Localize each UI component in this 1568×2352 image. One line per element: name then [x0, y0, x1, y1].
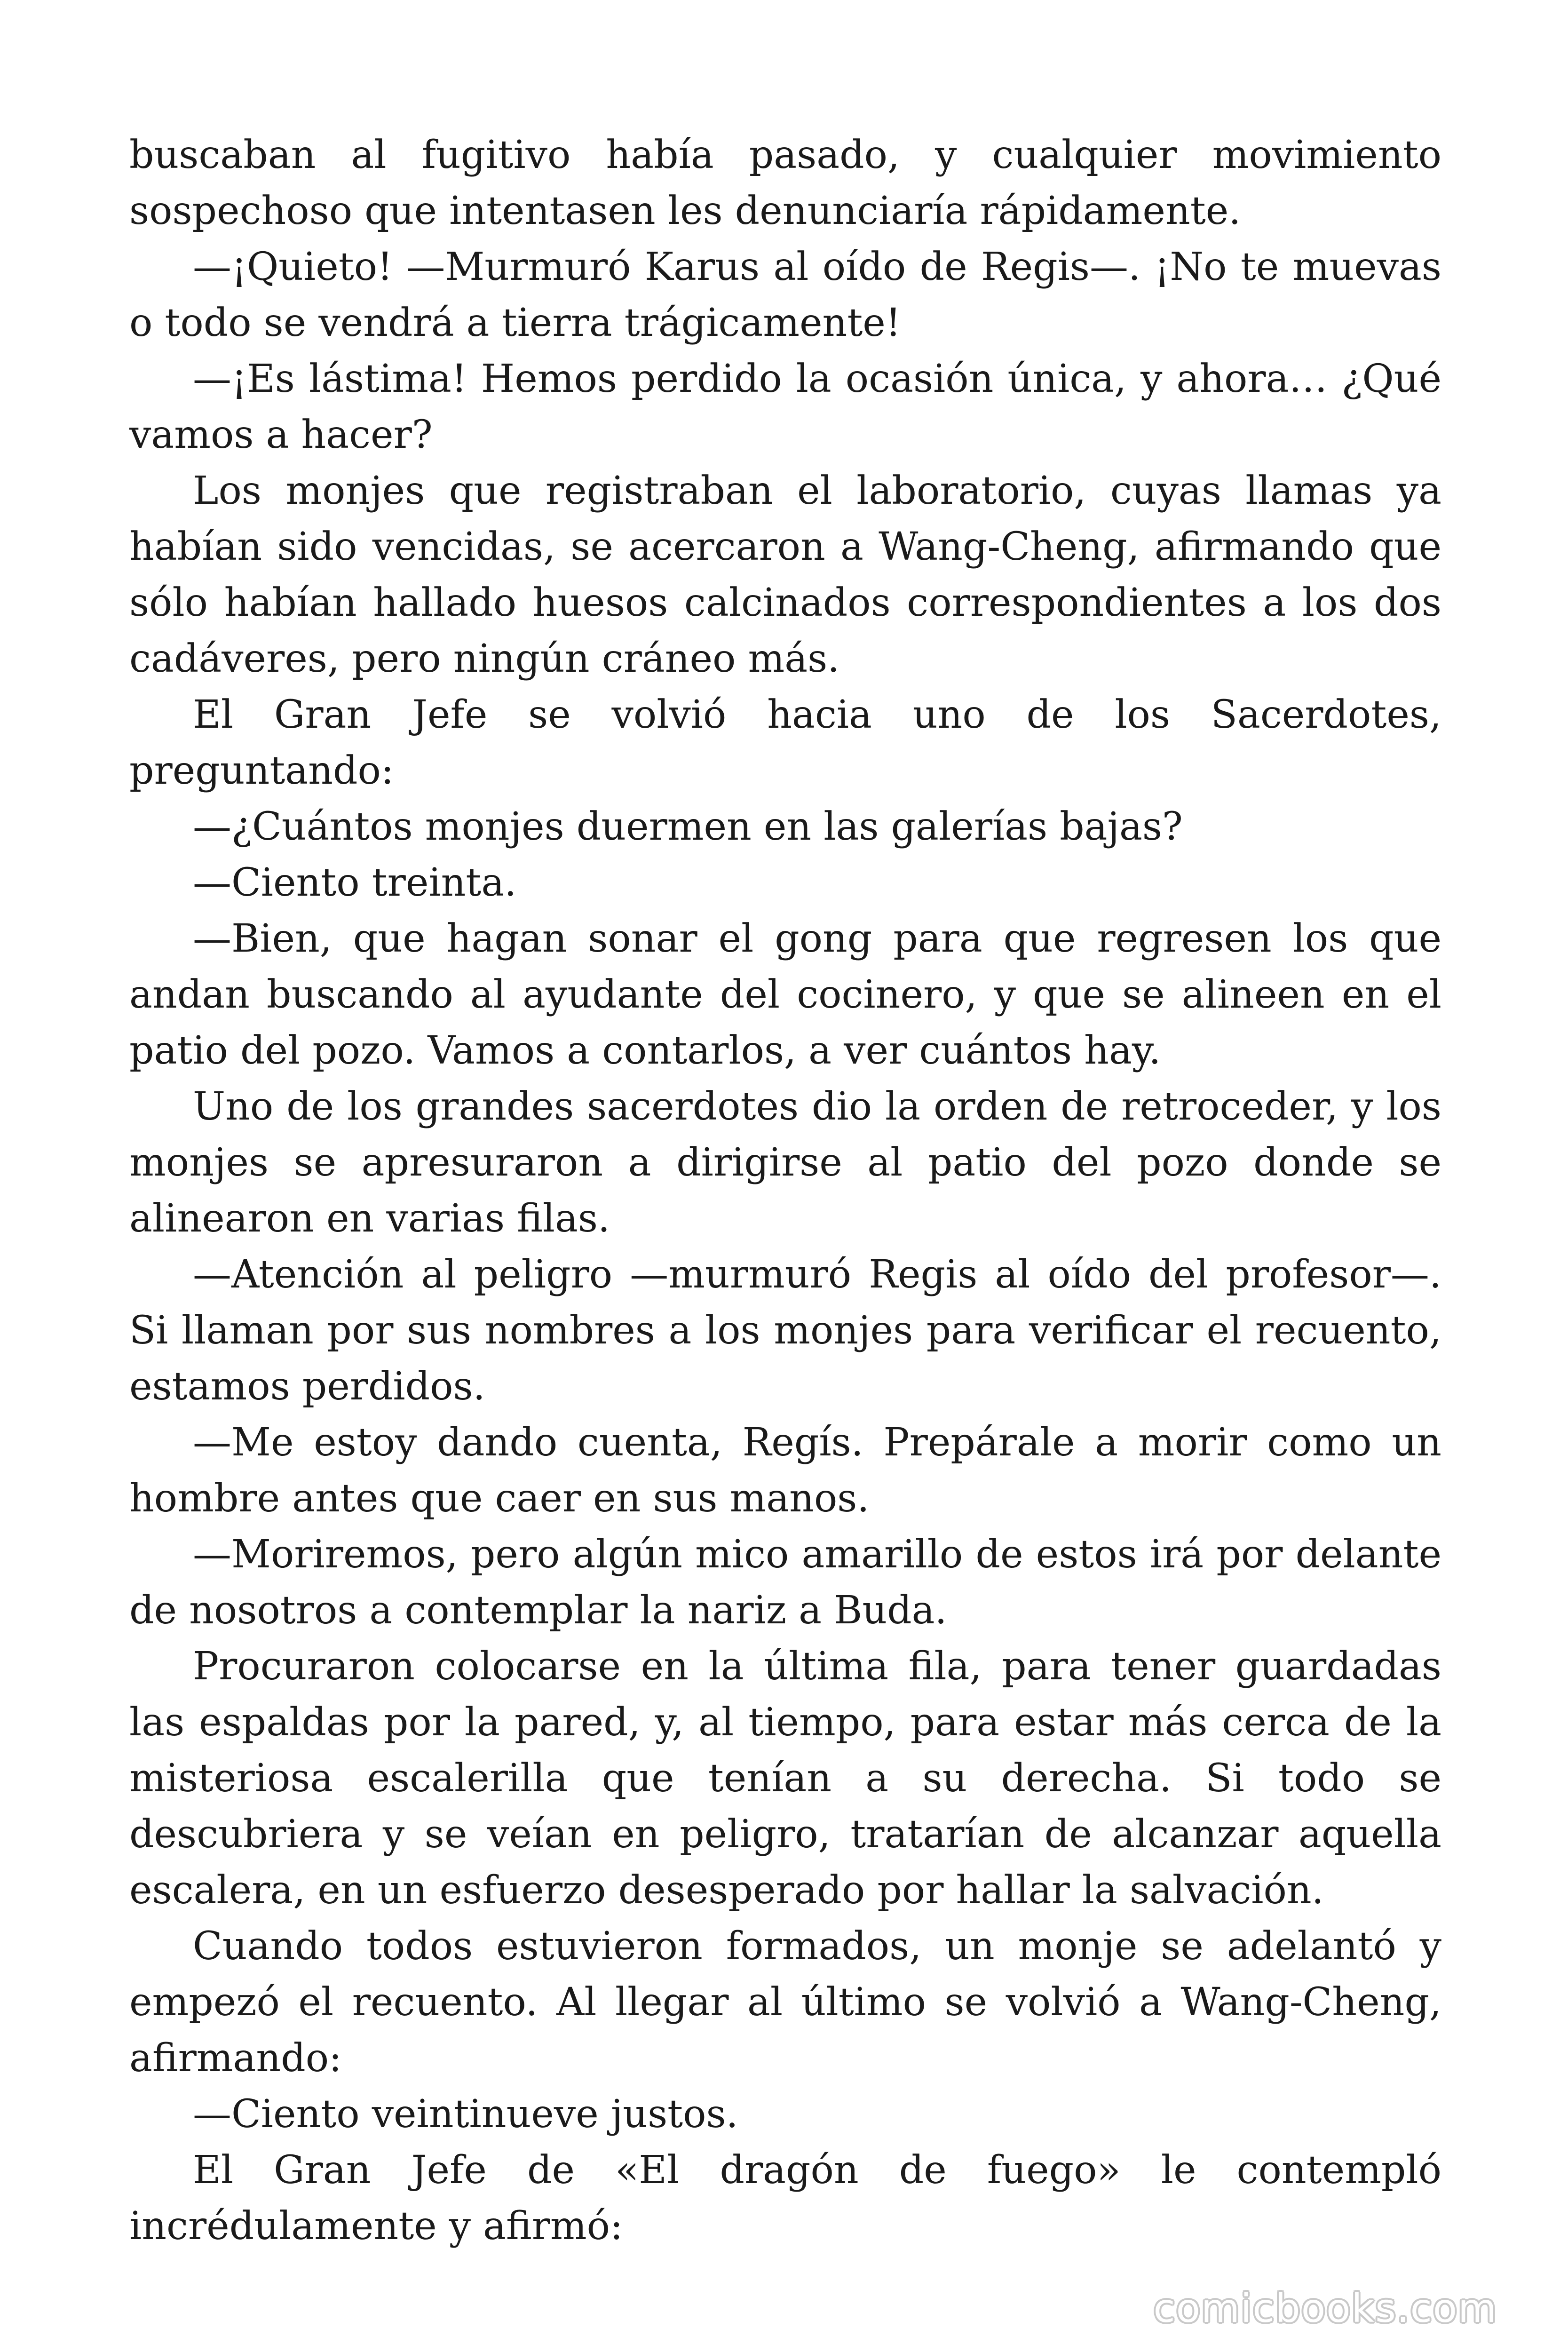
paragraph: Uno de los grandes sacerdotes dio la orden de retroceder, y los monjes se apresuraron a dirigirse al patio del pozo donde se alinearon en varias filas.: [129, 1084, 1441, 1241]
paragraph-dialogue: —Moriremos, pero algún mico amarillo de estos irá por delante de nosotros a contemplar la nariz a Buda.: [129, 1532, 1441, 1633]
paragraph-dialogue: —Me estoy dando cuenta, Regís. Prepárale a morir como un hombre antes que caer en sus manos.: [129, 1420, 1441, 1521]
paragraph-dialogue: —Ciento veintinueve justos.: [193, 2092, 738, 2137]
paragraph: Cuando todos estuvieron formados, un monje se adelantó y empezó el recuento. Al llegar al último se volvió a Wang-Cheng, afirmando:: [129, 1924, 1441, 2081]
paragraph-dialogue: —¡Quieto! —Murmuró Karus al oído de Regis—. ¡No te muevas o todo se vendrá a tierra trágicamente!: [129, 245, 1441, 345]
paragraph-dialogue: —Bien, que hagan sonar el gong para que regresen los que andan buscando al ayudante del cocinero, y que se alineen en el patio del pozo. Vamos a contarlos, a ver cuántos hay.: [129, 916, 1441, 1073]
watermark: comicbooks.com: [1153, 2285, 1497, 2331]
paragraph-dialogue: —¡Es lástima! Hemos perdido la ocasión única, y ahora… ¿Qué vamos a hacer?: [129, 357, 1441, 457]
paragraph: El Gran Jefe de «El dragón de fuego» le contempló incrédulamente y afirmó:: [129, 2148, 1441, 2249]
paragraph-dialogue: —Ciento treinta.: [193, 860, 517, 905]
paragraph-dialogue: —Atención al peligro —murmuró Regis al oído del profesor—. Si llaman por sus nombres a los monjes para verificar el recuento, estamos perdidos.: [129, 1252, 1441, 1409]
paragraph: Procuraron colocarse en la última fila, para tener guardadas las espaldas por la pared, y, al tiempo, para estar más cerca de la misteriosa escalerilla que tenían a su derecha. Si todo se descubriera y se veían en peligro, tratarían de alcanzar aquella escalera, en un esfuerzo desesperado por hallar la salvación.: [129, 1644, 1441, 1913]
paragraph: Los monjes que registraban el laboratorio, cuyas llamas ya habían sido vencidas, se acercaron a Wang-Cheng, afirmando que sólo habían hallado huesos calcinados correspondientes a los dos cadáveres, pero ningún cráneo más.: [129, 469, 1441, 681]
paragraph-continued: buscaban al fugitivo había pasado, y cualquier movimiento sospechoso que intentasen les denunciaría rápidamente.: [129, 133, 1441, 233]
body-text: [129, 127, 1441, 2254]
paragraph: El Gran Jefe se volvió hacia uno de los Sacerdotes, preguntando:: [129, 692, 1441, 793]
paragraph-dialogue: —¿Cuántos monjes duermen en las galerías bajas?: [193, 804, 1183, 849]
